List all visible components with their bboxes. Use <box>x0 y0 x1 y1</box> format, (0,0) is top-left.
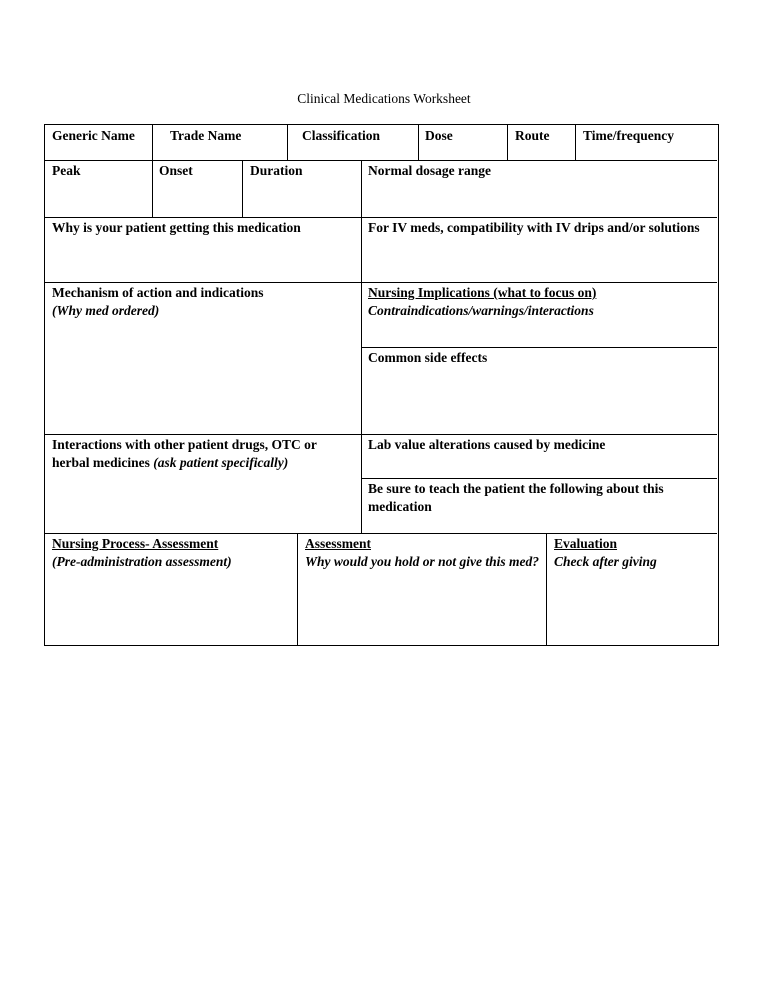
nursing-process-cell <box>52 535 292 570</box>
col-divider <box>152 160 153 218</box>
route-label: Route <box>515 128 550 143</box>
time-frequency-label: Time/frequency <box>583 128 674 143</box>
evaluation-label: Evaluation <box>554 536 618 551</box>
col-divider <box>242 160 243 218</box>
col-divider <box>546 533 547 645</box>
assessment-label: Assessment <box>305 536 371 551</box>
main-col-divider <box>361 160 362 534</box>
col-divider <box>507 125 508 161</box>
iv-compatibility-label: For IV meds, compatibility with IV drips and/or solutions <box>368 220 700 235</box>
mechanism-label: Mechanism of action and indications <box>52 285 264 300</box>
interactions-italic: (ask patient specifically) <box>153 454 289 470</box>
normal-dosage-range-label: Normal dosage range <box>368 163 491 178</box>
evaluation-cell <box>554 535 714 570</box>
mechanism-sublabel: (Why med ordered) <box>52 302 160 318</box>
interactions-label: Interactions with other patient drugs, OTC or herbal medicines <box>52 437 317 470</box>
side-effects-label: Common side effects <box>368 350 488 365</box>
nursing-implications-cell <box>368 284 713 319</box>
nursing-implications-sublabel: Contraindications/warnings/interactions <box>368 302 594 318</box>
evaluation-sublabel: Check after giving <box>554 553 657 569</box>
teach-label: Be sure to teach the patient the following about this medication <box>368 481 664 514</box>
dose-label: Dose <box>425 128 453 143</box>
lab-values-label: Lab value alterations caused by medicine <box>368 437 606 452</box>
mechanism-cell <box>52 284 352 319</box>
assessment-sublabel: Why would you hold or not give this med? <box>305 553 540 569</box>
col-divider <box>152 125 153 161</box>
col-divider <box>418 125 419 161</box>
worksheet-title: Clinical Medications Worksheet <box>297 91 471 106</box>
nursing-process-sublabel: (Pre-administration assessment) <box>52 553 232 569</box>
col-divider <box>297 533 298 645</box>
nursing-implications-label: Nursing Implications (what to focus on) <box>368 285 597 300</box>
classification-label: Classification <box>302 128 381 143</box>
medication-worksheet-table <box>44 124 719 646</box>
why-patient-label: Why is your patient getting this medication <box>52 220 301 235</box>
trade-name-label: Trade Name <box>170 128 242 143</box>
assessment-cell <box>305 535 541 570</box>
peak-label: Peak <box>52 163 81 178</box>
generic-name-label: Generic Name <box>52 128 135 143</box>
nursing-process-label: Nursing Process- Assessment <box>52 536 219 551</box>
col-divider <box>287 125 288 161</box>
interactions-cell <box>52 436 354 471</box>
col-divider <box>575 125 576 161</box>
duration-label: Duration <box>250 163 303 178</box>
onset-label: Onset <box>159 163 193 178</box>
